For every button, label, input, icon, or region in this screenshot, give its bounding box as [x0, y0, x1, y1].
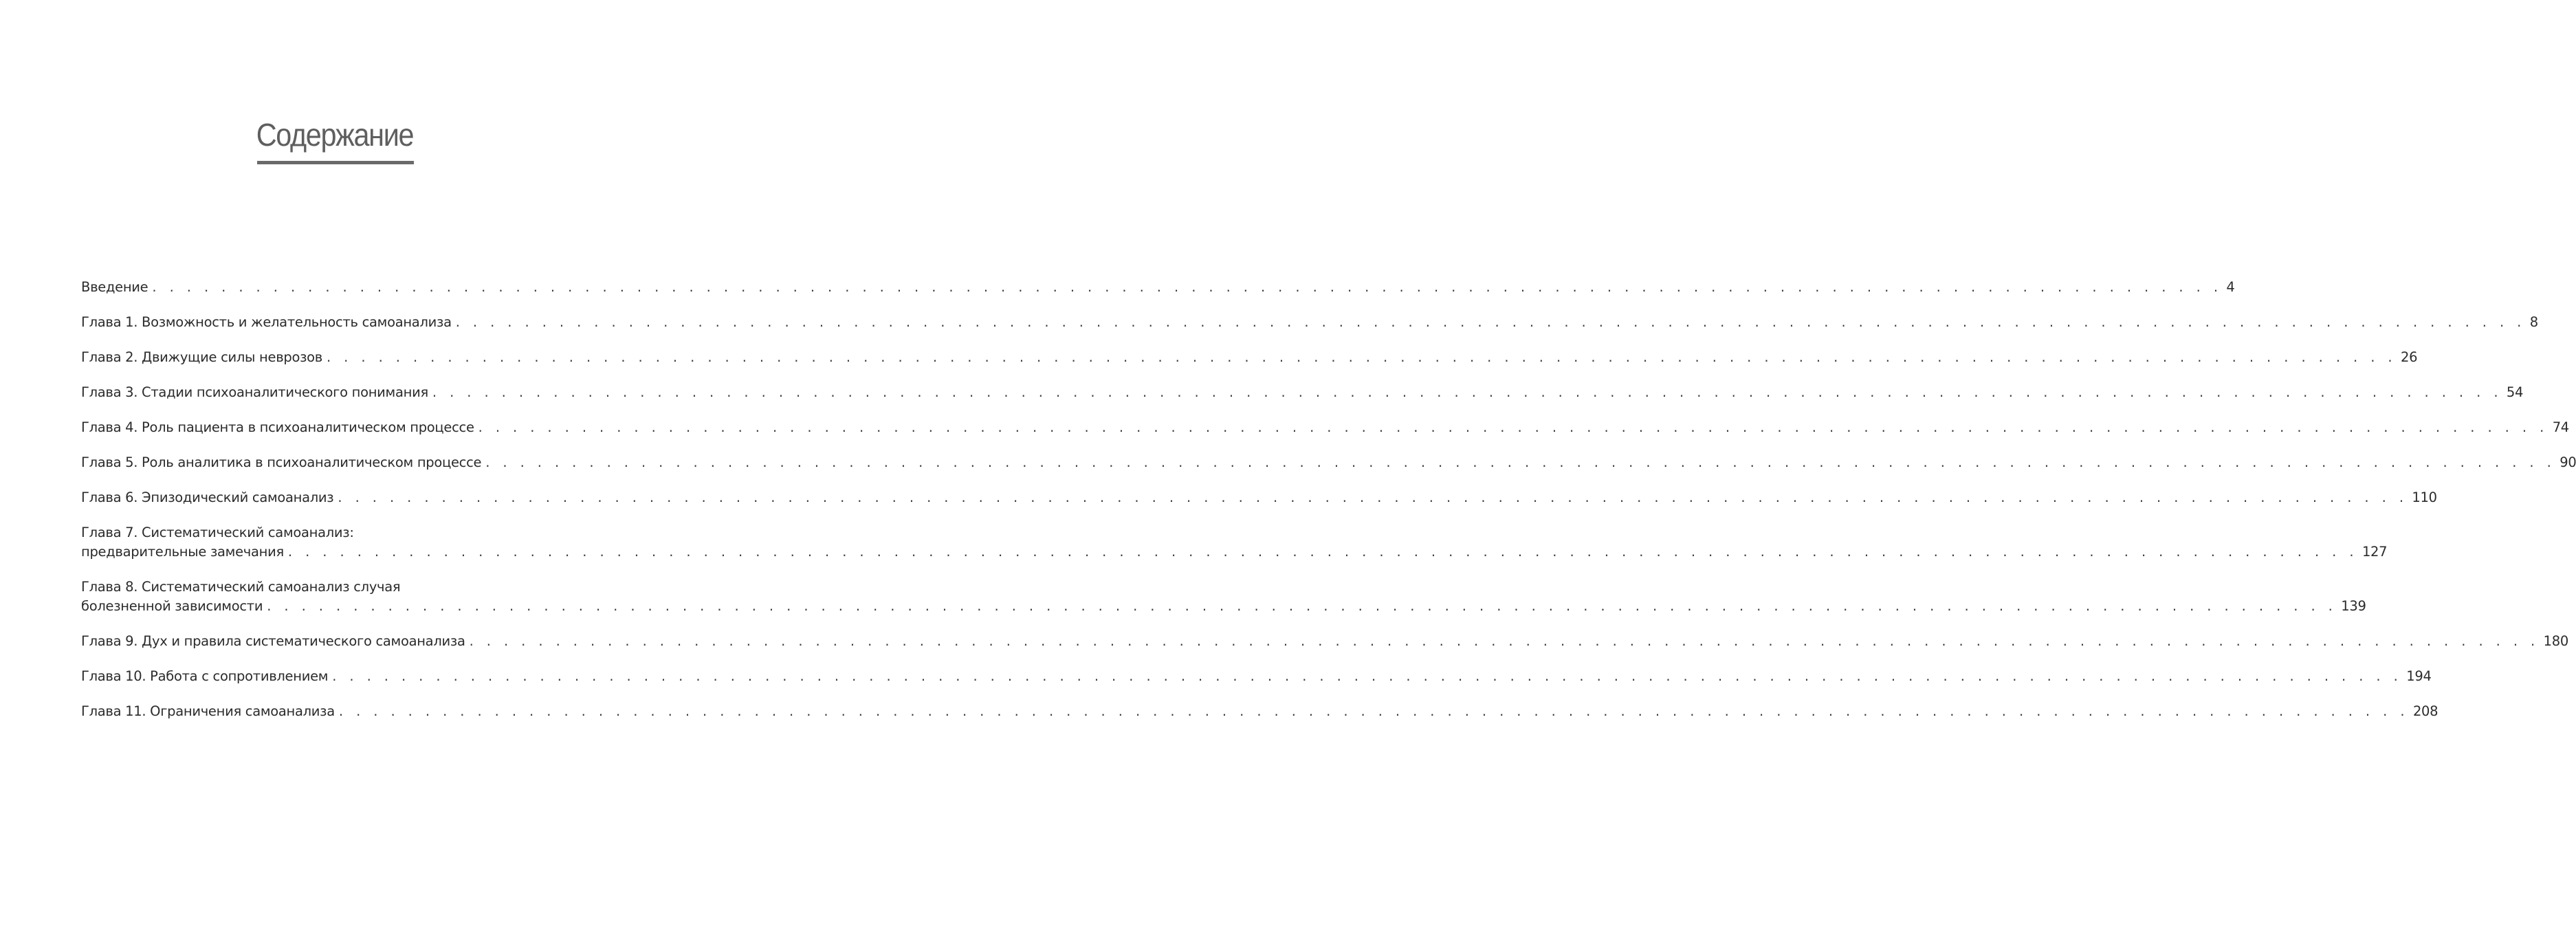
toc-entry-title-continued: предварительные замечания	[81, 544, 284, 560]
page-title: Содержание	[256, 117, 414, 153]
toc-page-number: 110	[2412, 490, 2437, 505]
title-underline	[257, 161, 414, 164]
toc-page-number: 139	[2341, 598, 2366, 614]
toc-page-number: 26	[2401, 349, 2418, 365]
toc-entry-title: Глава 1. Возможность и желательность самоанализа	[81, 314, 452, 330]
page-title-wrapper	[0, 116, 670, 154]
toc-entry[interactable]	[81, 632, 2568, 667]
toc-entry[interactable]	[81, 278, 2235, 313]
toc-entry-title: Глава 7. Систематический самоанализ:	[81, 525, 354, 540]
table-of-contents	[81, 278, 2576, 737]
toc-page-number: 127	[2362, 544, 2388, 560]
dot-leader: . . . . . . . . . . . . . . . . . . . . . . . . . . . . . . . . . . . . . . . . . . . . . . . . . . . . . . . . . . . . . . . . . . . . . . . . . . . . . . . . . . . . . . . . . . . . . . . . . . . . . . . . . . . . . . . . . . . . . . . .	[485, 454, 2556, 470]
toc-page-number: 180	[2543, 633, 2568, 649]
toc-entry[interactable]	[81, 383, 2524, 418]
toc-entry-title: Глава 9. Дух и правила систематического самоанализа	[81, 633, 465, 649]
toc-entry-title: Глава 10. Работа с сопротивлением	[81, 668, 329, 684]
toc-entry[interactable]	[81, 667, 2432, 702]
dot-leader: . . . . . . . . . . . . . . . . . . . . . . . . . . . . . . . . . . . . . . . . . . . . . . . . . . . . . . . . . . . . . . . . . . . . . . . . . . . . . . . . . . . . . . . . . . . . . . . . . . . . . . . . . . . . . . . . . . . . . . . .	[469, 633, 2540, 649]
toc-page-number: 90	[2560, 454, 2576, 470]
toc-entry[interactable]	[81, 453, 2576, 488]
toc-entry[interactable]	[81, 702, 2439, 737]
dot-leader: . . . . . . . . . . . . . . . . . . . . . . . . . . . . . . . . . . . . . . . . . . . . . . . . . . . . . . . . . . . . . . . . . . . . . . . . . . . . . . . . . . . . . . . . . . . . . . . . . . . . . . . . . . . . . . . . . . . . . . . .	[326, 349, 2397, 365]
toc-entry[interactable]	[81, 523, 2388, 578]
dot-leader: . . . . . . . . . . . . . . . . . . . . . . . . . . . . . . . . . . . . . . . . . . . . . . . . . . . . . . . . . . . . . . . . . . . . . . . . . . . . . . . . . . . . . . . . . . . . . . . . . . . . . . . . . . . . . . . . . . . . . . . .	[432, 384, 2502, 400]
toc-entry-title: Глава 2. Движущие силы неврозов	[81, 349, 322, 365]
toc-page-number: 208	[2412, 703, 2439, 719]
toc-entry[interactable]	[81, 578, 2366, 632]
toc-entry-title: Глава 4. Роль пациента в психоаналитическом процессе	[81, 419, 474, 435]
dot-leader: . . . . . . . . . . . . . . . . . . . . . . . . . . . . . . . . . . . . . . . . . . . . . . . . . . . . . . . . . . . . . . . . . . . . . . . . . . . . . . . . . . . . . . . . . . . . . . . . . . . . . . . . . . . . . . . . . . . . . . . .	[338, 490, 2408, 505]
toc-entry-title: Глава 5. Роль аналитика в психоаналитическом процессе	[81, 454, 482, 470]
toc-entry[interactable]	[81, 313, 2538, 348]
dot-leader: . . . . . . . . . . . . . . . . . . . . . . . . . . . . . . . . . . . . . . . . . . . . . . . . . . . . . . . . . . . . . . . . . . . . . . . . . . . . . . . . . . . . . . . . . . . . . . . . . . . . . . . . . . . . . . . . . . . . . . . .	[455, 314, 2526, 330]
toc-page-number: 54	[2506, 384, 2524, 400]
toc-page-number: 74	[2552, 419, 2569, 435]
toc-entry-title: Глава 3. Стадии психоаналитического понимания	[81, 384, 428, 400]
toc-entry[interactable]	[81, 418, 2569, 453]
toc-entry-title: Глава 11. Ограничения самоанализа	[81, 703, 335, 719]
toc-entry-title-continued: болезненной зависимости	[81, 598, 263, 614]
dot-leader: . . . . . . . . . . . . . . . . . . . . . . . . . . . . . . . . . . . . . . . . . . . . . . . . . . . . . . . . . . . . . . . . . . . . . . . . . . . . . . . . . . . . . . . . . . . . . . . . . . . . . . . . . . . . . . . . . . . . . . . .	[332, 668, 2403, 684]
toc-entry[interactable]	[81, 488, 2437, 523]
dot-leader: . . . . . . . . . . . . . . . . . . . . . . . . . . . . . . . . . . . . . . . . . . . . . . . . . . . . . . . . . . . . . . . . . . . . . . . . . . . . . . . . . . . . . . . . . . . . . . . . . . . . . . . . . . . . . . . . . . . . . . . .	[152, 279, 2223, 295]
toc-page-number: 4	[2226, 279, 2235, 295]
toc-page-number: 194	[2406, 668, 2432, 684]
dot-leader: . . . . . . . . . . . . . . . . . . . . . . . . . . . . . . . . . . . . . . . . . . . . . . . . . . . . . . . . . . . . . . . . . . . . . . . . . . . . . . . . . . . . . . . . . . . . . . . . . . . . . . . . . . . . . . . . . . . . . . . .	[267, 598, 2337, 614]
dot-leader: . . . . . . . . . . . . . . . . . . . . . . . . . . . . . . . . . . . . . . . . . . . . . . . . . . . . . . . . . . . . . . . . . . . . . . . . . . . . . . . . . . . . . . . . . . . . . . . . . . . . . . . . . . . . . . . . . . . . . . . .	[287, 544, 2358, 560]
toc-page-number: 8	[2529, 314, 2538, 330]
dot-leader: . . . . . . . . . . . . . . . . . . . . . . . . . . . . . . . . . . . . . . . . . . . . . . . . . . . . . . . . . . . . . . . . . . . . . . . . . . . . . . . . . . . . . . . . . . . . . . . . . . . . . . . . . . . . . . . . . . . . . . . .	[338, 703, 2409, 719]
dot-leader: . . . . . . . . . . . . . . . . . . . . . . . . . . . . . . . . . . . . . . . . . . . . . . . . . . . . . . . . . . . . . . . . . . . . . . . . . . . . . . . . . . . . . . . . . . . . . . . . . . . . . . . . . . . . . . . . . . . . . . . .	[478, 419, 2549, 435]
toc-entry-title: Введение	[81, 279, 148, 295]
toc-entry[interactable]	[81, 348, 2418, 383]
toc-entry-title: Глава 8. Систематический самоанализ случая	[81, 579, 401, 595]
toc-entry-title: Глава 6. Эпизодический самоанализ	[81, 490, 334, 505]
